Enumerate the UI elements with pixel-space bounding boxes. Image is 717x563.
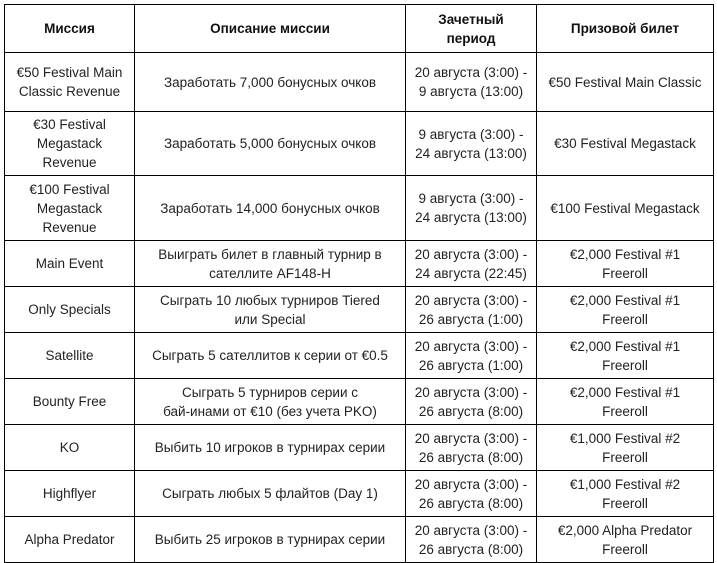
header-period: Зачетный период	[406, 5, 537, 53]
cell-ticket: €30 Festival Megastack	[537, 112, 714, 176]
header-mission: Миссия	[5, 5, 135, 53]
cell-period: 20 августа (3:00) - 9 августа (13:00)	[406, 53, 537, 112]
cell-period: 20 августа (3:00) - 26 августа (1:00)	[406, 333, 537, 379]
cell-description: Выиграть билет в главный турнир в сателлите AF148-H	[135, 241, 406, 287]
cell-mission: Satellite	[5, 333, 135, 379]
cell-period: 20 августа (3:00) - 26 августа (8:00)	[406, 379, 537, 425]
header-description: Описание миссии	[135, 5, 406, 53]
table-row	[5, 287, 714, 333]
table-header-row	[5, 5, 714, 53]
cell-ticket: €2,000 Festival #1 Freeroll	[537, 241, 714, 287]
cell-mission: KO	[5, 425, 135, 471]
table-row	[5, 53, 714, 112]
cell-period: 9 августа (3:00) - 24 августа (13:00)	[406, 176, 537, 241]
cell-mission: Main Event	[5, 241, 135, 287]
cell-period: 20 августа (3:00) - 26 августа (8:00)	[406, 471, 537, 517]
cell-description: Выбить 25 игроков в турнирах серии	[135, 517, 406, 563]
cell-mission: €100 Festival Megastack Revenue	[5, 176, 135, 241]
cell-description: Сыграть 5 турниров серии с бай-инами от €10 (без учета PKO)	[135, 379, 406, 425]
cell-ticket: €100 Festival Megastack	[537, 176, 714, 241]
cell-description: Заработать 14,000 бонусных очков	[135, 176, 406, 241]
cell-ticket: €1,000 Festival #2 Freeroll	[537, 471, 714, 517]
cell-description: Сыграть 5 сателлитов к серии от €0.5	[135, 333, 406, 379]
table-row	[5, 112, 714, 176]
missions-table	[4, 4, 714, 563]
table-row	[5, 241, 714, 287]
cell-ticket: €2,000 Alpha Predator Freeroll	[537, 517, 714, 563]
cell-mission: Bounty Free	[5, 379, 135, 425]
table-row	[5, 517, 714, 563]
cell-mission: Alpha Predator	[5, 517, 135, 563]
cell-period: 9 августа (3:00) - 24 августа (13:00)	[406, 112, 537, 176]
table-row	[5, 425, 714, 471]
cell-ticket: €50 Festival Main Classic	[537, 53, 714, 112]
cell-mission: €50 Festival Main Classic Revenue	[5, 53, 135, 112]
cell-mission: Only Specials	[5, 287, 135, 333]
cell-description: Заработать 5,000 бонусных очков	[135, 112, 406, 176]
cell-description: Сыграть 10 любых турниров Tiered или Special	[135, 287, 406, 333]
cell-description: Заработать 7,000 бонусных очков	[135, 53, 406, 112]
cell-ticket: €2,000 Festival #1 Freeroll	[537, 287, 714, 333]
header-ticket: Призовой билет	[537, 5, 714, 53]
cell-mission: Highflyer	[5, 471, 135, 517]
cell-period: 20 августа (3:00) - 26 августа (1:00)	[406, 287, 537, 333]
cell-period: 20 августа (3:00) - 26 августа (8:00)	[406, 425, 537, 471]
cell-mission: €30 Festival Megastack Revenue	[5, 112, 135, 176]
table-row	[5, 379, 714, 425]
cell-ticket: €2,000 Festival #1 Freeroll	[537, 333, 714, 379]
cell-description: Выбить 10 игроков в турнирах серии	[135, 425, 406, 471]
table-row	[5, 176, 714, 241]
cell-ticket: €1,000 Festival #2 Freeroll	[537, 425, 714, 471]
cell-period: 20 августа (3:00) - 26 августа (8:00)	[406, 517, 537, 563]
cell-description: Сыграть любых 5 флайтов (Day 1)	[135, 471, 406, 517]
cell-period: 20 августа (3:00) - 24 августа (22:45)	[406, 241, 537, 287]
table-row	[5, 333, 714, 379]
table-row	[5, 471, 714, 517]
cell-ticket: €2,000 Festival #1 Freeroll	[537, 379, 714, 425]
